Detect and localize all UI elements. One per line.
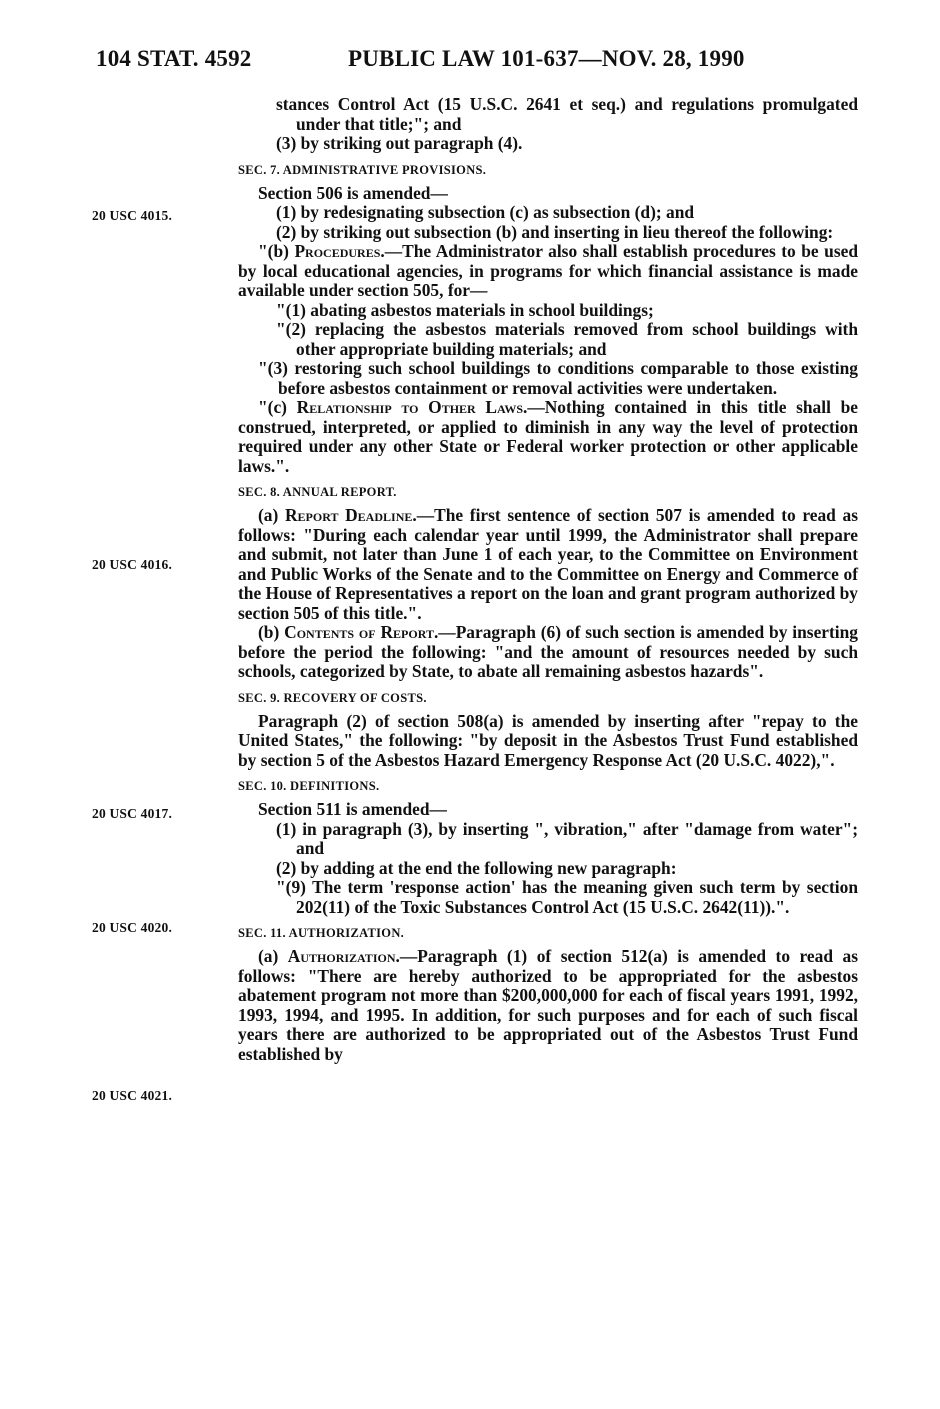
margin-note-4021: 20 USC 4021.: [92, 1088, 173, 1103]
relationship-paragraph: "(c) Relationship to Other Laws.—Nothing contained in this title shall be construed, interpreted, or applied to diminish in any way the level of protection required under any other State or Federal worker protection or other applicable laws.".: [238, 397, 858, 476]
continued-paragraph: stances Control Act (15 U.S.C. 2641 et seq.) and regulations promulgated under that title;"; and: [276, 94, 858, 134]
continued-item: (3) by striking out paragraph (4).: [276, 133, 523, 153]
section-10-heading: SEC. 10. DEFINITIONS.: [238, 779, 380, 793]
section-7-item-2: (2) by striking out subsection (b) and inserting in lieu thereof the following:: [276, 221, 834, 242]
relationship-heading: Relationship to Other Laws.: [296, 397, 528, 417]
margin-note-4020: 20 USC 4020.: [92, 920, 173, 935]
authorization-heading: Authorization.: [287, 946, 400, 966]
margin-note-4016: 20 USC 4016.: [92, 557, 173, 572]
section-9-text: Paragraph (2) of section 508(a) is amended by inserting after "repay to the United States," the following: "by deposit in the Asbestos Trust Fund established by section 5 of the Asbestos Hazard Emergency Response Act (20 U.S.C. 4022),".: [238, 710, 858, 770]
law-title: PUBLIC LAW 101-637—NOV. 28, 1990: [348, 46, 745, 71]
procedures-item-3: "(3) restoring such school buildings to conditions comparable to those existing before asbestos containment or removal activities were undertaken.: [258, 358, 858, 398]
authorization-paragraph: (a) Authorization.—Paragraph (1) of section 512(a) is amended to read as follows: "There are hereby authorized to be appropriated for the asbestos abatement program not more than $200,000,000 for each of fiscal years 1991, 1992, 1993, 1994, and 1995. In addition, for such purposes and for each of such fiscal years there are authorized to be appropriated out of the Asbestos Trust Fund established by: [238, 946, 858, 1064]
report-contents-heading: Contents of Report.: [284, 622, 439, 642]
margin-note-4017: 20 USC 4017.: [92, 806, 173, 821]
report-deadline-heading: Report Deadline.: [284, 505, 417, 525]
section-8-heading: SEC. 8. ANNUAL REPORT.: [238, 485, 397, 499]
section-10-item-3: "(9) The term 'response action' has the meaning given such term by section 202(11) of the Toxic Substances Control Act (15 U.S.C. 2642(11)).".: [276, 877, 858, 917]
procedures-heading: Procedures.: [294, 241, 385, 261]
section-9-heading: SEC. 9. RECOVERY OF COSTS.: [238, 690, 427, 705]
page-header: [96, 46, 876, 82]
margin-note-4015: 20 USC 4015.: [92, 208, 173, 223]
section-10-intro: Section 511 is amended—: [258, 799, 447, 819]
section-7-item-1: (1) by redesignating subsection (c) as subsection (d); and: [276, 202, 695, 222]
procedures-item-1: "(1) abating asbestos materials in school buildings;: [276, 299, 654, 320]
section-11-heading: SEC. 11. AUTHORIZATION.: [238, 926, 405, 940]
section-7-intro: Section 506 is amended—: [258, 182, 448, 203]
procedures-paragraph: "(b) Procedures.—The Administrator also shall establish procedures to be used by local educational agencies, in programs for which financial assistance is made available under section 505, for—: [238, 241, 858, 300]
document-body: [238, 95, 858, 1064]
stat-page-number: 104 STAT. 4592: [96, 46, 252, 71]
section-7-heading: SEC. 7. ADMINISTRATIVE PROVISIONS.: [238, 162, 487, 177]
procedures-item-2: "(2) replacing the asbestos materials removed from school buildings with other appropriate building materials; and: [276, 319, 858, 359]
report-contents-paragraph: (b) Contents of Report.—Paragraph (6) of such section is amended by inserting before the period the following: "and the amount of resources needed by such schools, categorized by State, to abate all remaining asbestos hazards".: [238, 622, 858, 681]
section-10-item-1: (1) in paragraph (3), by inserting ", vibration," after "damage from water"; and: [276, 818, 858, 858]
report-deadline-paragraph: (a) Report Deadline.—The first sentence of section 507 is amended to read as follows: "During each calendar year until 1999, the Administrator shall prepare and submit, not later than June 1 of each year, to the Committee on Environment and Public Works of the Senate and to the Committee on Energy and Commerce of the House of Representatives a report on the loan and grant program authorized by section 505 of this title.".: [238, 505, 858, 623]
section-10-item-2: (2) by adding at the end the following new paragraph:: [276, 857, 677, 878]
